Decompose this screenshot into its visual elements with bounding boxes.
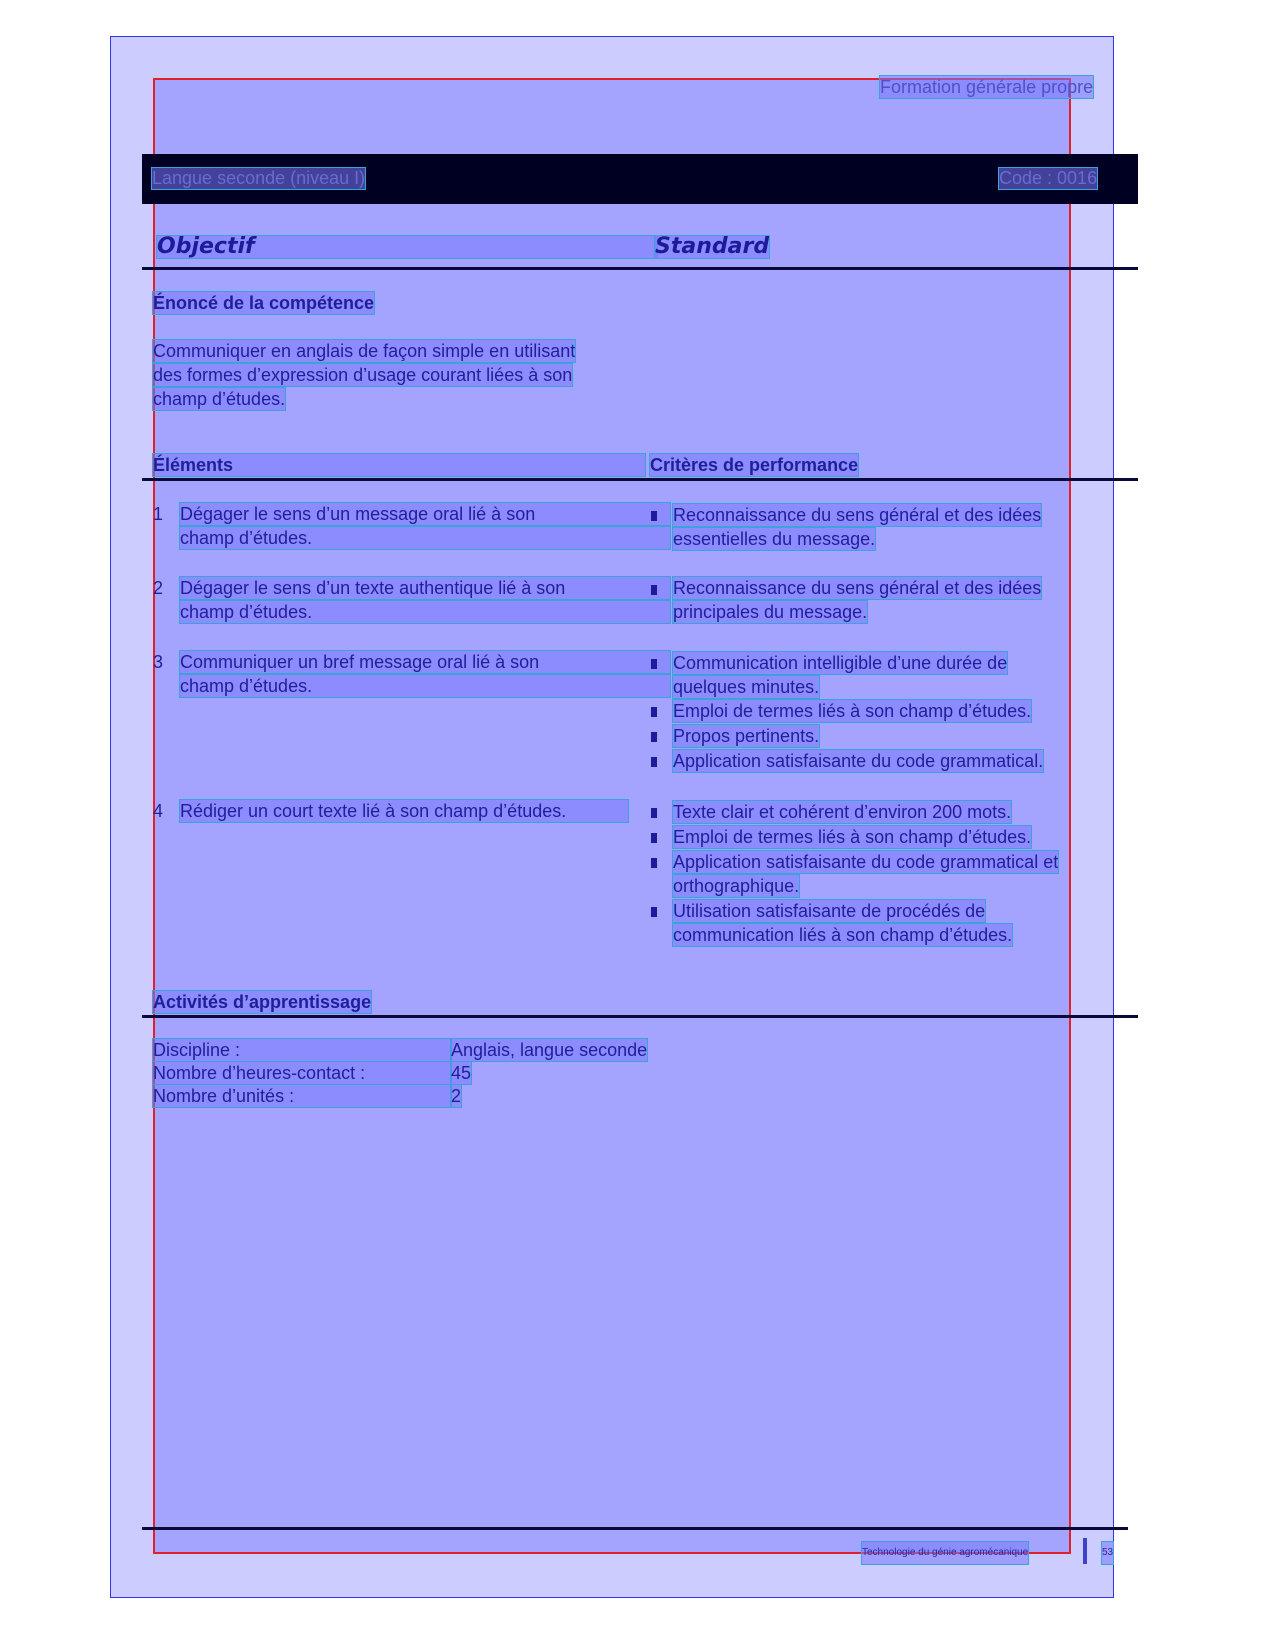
activity-value: 45 bbox=[451, 1063, 472, 1083]
footer-program: Technologie du génie agromécanique bbox=[862, 1542, 1028, 1564]
page-number: 53 bbox=[1102, 1542, 1113, 1564]
course-code: Code : 0016 bbox=[999, 168, 1098, 188]
footer-divider bbox=[142, 1527, 1128, 1530]
criterion-text: Application satisfaisante du code grammatical. bbox=[673, 751, 1044, 771]
bullet-icon bbox=[651, 732, 657, 742]
activity-label: Discipline : bbox=[153, 1039, 451, 1061]
criterion-text: Application satisfaisante du code grammatical et bbox=[673, 852, 1059, 872]
competence-line: Communiquer en anglais de façon simple en utilisant bbox=[153, 341, 576, 361]
element-text: Dégager le sens d’un message oral lié à son bbox=[180, 503, 670, 525]
running-head: Formation générale propre bbox=[880, 77, 1094, 97]
criterion-text: orthographique. bbox=[673, 876, 800, 896]
bullet-icon bbox=[651, 511, 657, 521]
element-number: 3 bbox=[153, 652, 164, 672]
bullet-icon bbox=[651, 858, 657, 868]
criterion-text: Reconnaissance du sens général et des idées bbox=[673, 505, 1042, 525]
criterion-text: Emploi de termes liés à son champ d’études. bbox=[673, 827, 1032, 847]
activity-value: Anglais, langue seconde bbox=[451, 1040, 648, 1060]
element-number: 2 bbox=[153, 578, 164, 598]
criterion-text: quelques minutes. bbox=[673, 677, 820, 697]
section-divider bbox=[142, 267, 1138, 270]
criteres-heading: Critères de performance bbox=[650, 455, 859, 475]
element-text: Communiquer un bref message oral lié à son bbox=[180, 651, 670, 673]
criterion-text: Utilisation satisfaisante de procédés de bbox=[673, 901, 986, 921]
competence-line: champ d’études. bbox=[153, 389, 286, 409]
objectif-heading: Objectif bbox=[157, 236, 657, 258]
element-text: Rédiger un court texte lié à son champ d’études. bbox=[180, 800, 628, 822]
bullet-icon bbox=[651, 907, 657, 917]
activity-label: Nombre d’unités : bbox=[153, 1085, 451, 1107]
criterion-text: essentielles du message. bbox=[673, 529, 876, 549]
competence-line: des formes d’expression d’usage courant liées à son bbox=[153, 365, 573, 385]
course-banner bbox=[142, 154, 1138, 204]
bullet-icon bbox=[651, 757, 657, 767]
bullet-icon bbox=[651, 707, 657, 717]
activity-label: Nombre d’heures-contact : bbox=[153, 1062, 451, 1084]
elements-heading: Éléments bbox=[153, 454, 645, 476]
activites-heading: Activités d’apprentissage bbox=[153, 992, 372, 1012]
criterion-text: Reconnaissance du sens général et des idées bbox=[673, 578, 1042, 598]
footer-separator bbox=[1083, 1538, 1087, 1564]
course-title: Langue seconde (niveau I) bbox=[152, 168, 366, 188]
bullet-icon bbox=[651, 659, 657, 669]
criterion-text: Propos pertinents. bbox=[673, 726, 820, 746]
element-number: 1 bbox=[153, 504, 164, 524]
criterion-text: principales du message. bbox=[673, 602, 868, 622]
bullet-icon bbox=[651, 833, 657, 843]
bullet-icon bbox=[651, 808, 657, 818]
standard-heading: Standard bbox=[655, 234, 770, 259]
table-divider bbox=[142, 478, 1138, 481]
element-text: champ d’études. bbox=[180, 527, 670, 549]
activity-value: 2 bbox=[451, 1086, 462, 1106]
activites-divider bbox=[142, 1015, 1138, 1018]
element-text: champ d’études. bbox=[180, 601, 670, 623]
element-number: 4 bbox=[153, 801, 164, 821]
criterion-text: Texte clair et cohérent d’environ 200 mots. bbox=[673, 802, 1012, 822]
competence-heading: Énoncé de la compétence bbox=[153, 293, 375, 313]
criterion-text: Communication intelligible d’une durée de bbox=[673, 653, 1008, 673]
bullet-icon bbox=[651, 585, 657, 595]
criterion-text: Emploi de termes liés à son champ d’études. bbox=[673, 701, 1032, 721]
element-text: Dégager le sens d’un texte authentique lié à son bbox=[180, 577, 670, 599]
element-text: champ d’études. bbox=[180, 675, 670, 697]
criterion-text: communication liés à son champ d’études. bbox=[673, 925, 1013, 945]
